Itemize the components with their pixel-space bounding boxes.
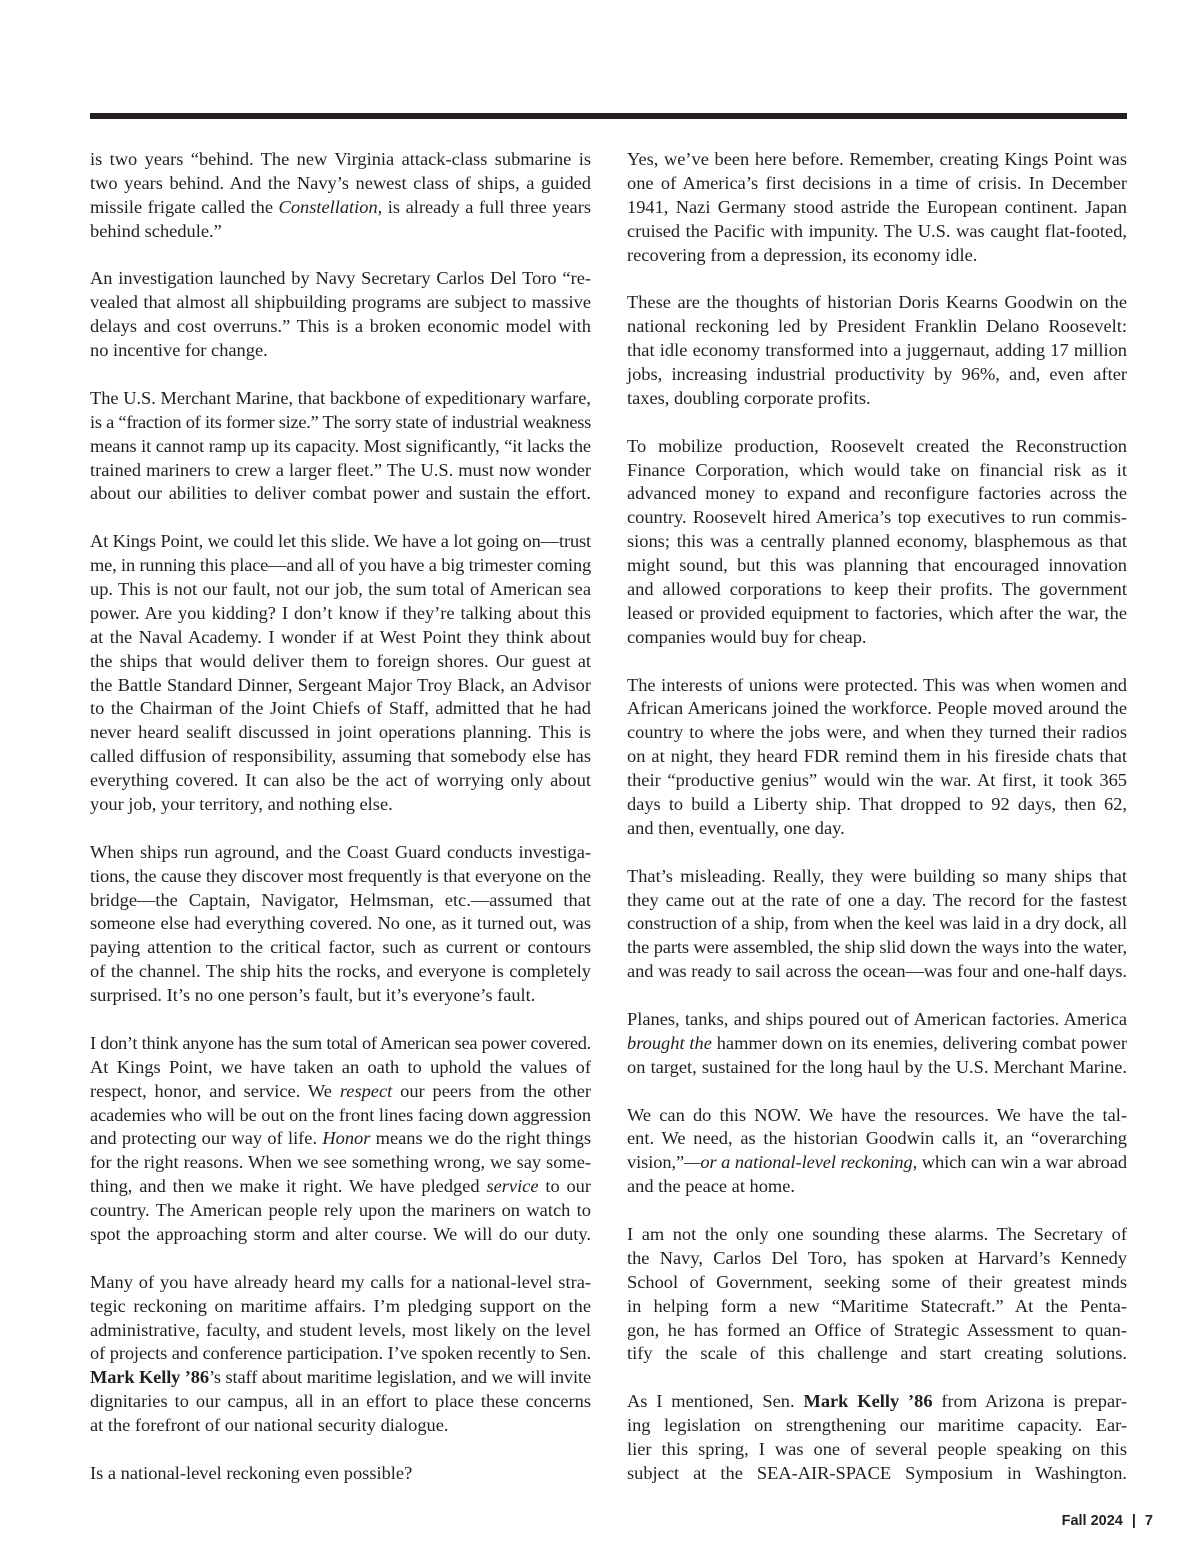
text-line: me, in running this place—and all of you have a big trimester coming: [90, 555, 591, 576]
body-paragraph: [90, 267, 591, 363]
text-line: the parts were assembled, the ship slid down the ways into the water,: [627, 937, 1127, 958]
text-line: I am not the only one sounding these alarms. The Secretary of: [627, 1223, 1127, 1244]
text-segment: , is already a full three years: [377, 196, 592, 217]
body-paragraph: [90, 1462, 591, 1486]
text-line: might sound, but this was planning that encouraged innovation: [627, 555, 1127, 576]
italic-text: Honor: [322, 1128, 371, 1149]
text-line: At Kings Point, we could let this slide. We have a lot going on—trust: [90, 531, 591, 552]
text-segment: and protecting our way of life.: [90, 1128, 323, 1149]
text-line: When ships run aground, and the Coast Guard conducts investiga-: [90, 841, 591, 862]
text-line: [90, 1175, 591, 1199]
text-line: on target, sustained for the long haul by the U.S. Merchant Marine.: [627, 1056, 1127, 1077]
text-line: is two years “behind. The new Virginia attack-class submarine is: [90, 149, 591, 169]
text-segment: As I mentioned, Sen.: [627, 1391, 804, 1412]
text-line: vealed that almost all shipbuilding programs are subject to massive: [90, 292, 591, 313]
text-segment: ’s staff about maritime legislation, and we will invite: [208, 1367, 591, 1388]
body-paragraph: [627, 865, 1127, 984]
text-line: two years behind. And the Navy’s newest class of ships, a guided: [90, 172, 591, 193]
italic-text: respect: [339, 1080, 393, 1101]
text-line: [627, 1151, 1127, 1175]
text-line: tify the scale of this challenge and start creating solutions.: [627, 1343, 1127, 1364]
text-line: means it cannot ramp up its capacity. Most significantly, “it lacks the: [90, 435, 591, 456]
text-line: on at night, they heard FDR remind them in his fireside chats that: [627, 746, 1127, 767]
text-line: subject at the SEA-AIR-SPACE Symposium in Washington.: [627, 1462, 1127, 1483]
text-line: 1941, Nazi Germany stood astride the European continent. Japan: [627, 196, 1127, 217]
text-line: bridge—the Captain, Navigator, Helmsman, etc.—assumed that: [90, 889, 591, 910]
text-line: taxes, doubling corporate profits.: [627, 387, 871, 408]
text-segment: thing, and then we make it right. We have pledged: [90, 1176, 487, 1197]
text-segment: hammer down on its enemies, delivering combat power: [711, 1032, 1127, 1053]
text-line: That’s misleading. Really, they were building so many ships that: [627, 865, 1127, 886]
text-line: the ships that would deliver them to foreign shores. Our guest at: [90, 650, 591, 671]
body-paragraph: [90, 530, 591, 817]
body-paragraph: [627, 435, 1127, 650]
text-line: at the forefront of our national security dialogue.: [90, 1415, 449, 1436]
text-line: [627, 1390, 1127, 1414]
text-line: advanced money to expand and reconfigure factories across the: [627, 483, 1127, 504]
text-line: Many of you have already heard my calls for a national-level stra-: [90, 1271, 591, 1292]
text-line: Planes, tanks, and ships poured out of American factories. America: [627, 1008, 1127, 1029]
text-line: These are the thoughts of historian Doris Kearns Goodwin on the: [627, 292, 1127, 313]
text-line: dignitaries to our campus, all in an effort to place these concerns: [90, 1391, 591, 1412]
text-line: in helping form a new “Maritime Statecraft.” At the Penta-: [627, 1295, 1127, 1316]
text-line: of projects and conference participation. I’ve spoken recently to Sen.: [90, 1343, 591, 1364]
text-line: spot the approaching storm and alter course. We will do our duty.: [90, 1224, 591, 1244]
text-line: At Kings Point, we have taken an oath to uphold the values of: [90, 1056, 591, 1077]
text-line: African Americans joined the workforce. People moved around the: [627, 698, 1127, 719]
text-line: An investigation launched by Navy Secretary Carlos Del Toro “re-: [90, 268, 591, 289]
text-line: Is a national-level reckoning even possible?: [90, 1462, 413, 1483]
bold-name: Mark Kelly ’86: [803, 1391, 933, 1412]
body-paragraph: [627, 291, 1127, 410]
text-line: [90, 196, 591, 220]
text-segment: respect, honor, and service. We: [90, 1080, 340, 1101]
text-line: companies would buy for cheap.: [627, 626, 867, 647]
top-rule: [90, 113, 1127, 119]
text-line: cruised the Pacific with impunity. The U.S. was caught flat-footed,: [627, 220, 1127, 241]
text-line: trained mariners to crew a larger fleet.” The U.S. must now wonder: [90, 459, 591, 480]
text-line: Yes, we’ve been here before. Remember, creating Kings Point was: [627, 149, 1127, 169]
text-segment: means we do the right things: [370, 1128, 591, 1149]
text-line: and allowed corporations to keep their profits. The government: [627, 579, 1127, 599]
text-line: and the peace at home.: [627, 1176, 795, 1197]
text-line: [90, 1080, 591, 1104]
text-line: and was ready to sail across the ocean—was four and one-half days.: [627, 961, 1127, 982]
text-line: ent. We need, as the historian Goodwin calls it, an “overarching: [627, 1128, 1127, 1149]
body-paragraph: [90, 387, 591, 506]
text-line: ing legislation on strengthening our maritime capacity. Ear-: [627, 1415, 1127, 1436]
text-line: never heard sealift discussed in joint operations planning. This is: [90, 722, 591, 743]
text-segment: missile frigate called the: [90, 196, 279, 217]
text-line: academies who will be out on the front lines facing down aggression: [90, 1104, 591, 1125]
text-line: for the right reasons. When we see something wrong, we say some-: [90, 1152, 591, 1173]
text-line: that idle economy transformed into a juggernaut, adding 17 million: [627, 340, 1127, 361]
body-paragraph: [90, 1271, 591, 1438]
text-line: surprised. It’s no one person’s fault, but it’s everyone’s fault.: [90, 985, 536, 1006]
text-line: your job, your territory, and nothing else.: [90, 794, 393, 814]
text-segment: our peers from the other: [392, 1080, 591, 1101]
text-line: national reckoning led by President Franklin Delano Roosevelt:: [627, 316, 1127, 337]
text-line: and then, eventually, one day.: [627, 817, 845, 838]
text-line: The U.S. Merchant Marine, that backbone of expeditionary warfare,: [90, 387, 591, 408]
text-line: recovering from a depression, its economy idle.: [627, 244, 978, 265]
text-line: delays and cost overruns.” This is a broken economic model with: [90, 316, 591, 337]
text-line: up. This is not our fault, not our job, the sum total of American sea: [90, 578, 591, 599]
italic-text: brought the: [627, 1032, 712, 1053]
text-line: gon, he has formed an Office of Strategic Assessment to quan-: [627, 1319, 1127, 1340]
text-line: Finance Corporation, which would take on financial risk as it: [627, 459, 1127, 480]
text-segment: to our: [538, 1176, 592, 1197]
text-column-left: [90, 148, 591, 1510]
text-segment: from Arizona is prepar-: [932, 1391, 1127, 1412]
body-paragraph: [627, 1223, 1127, 1366]
text-line: country to where the jobs were, and when they turned their radios: [627, 722, 1127, 743]
text-line: tions, the cause they discover most frequently is that everyone on the: [90, 865, 591, 886]
text-line: behind schedule.”: [90, 220, 222, 241]
page-number: 7: [1144, 1513, 1153, 1529]
text-line: country. Roosevelt hired America’s top executives to run commis-: [627, 507, 1127, 528]
text-line: lier this spring, I was one of several people speaking on this: [627, 1438, 1127, 1459]
text-line: School of Government, seeking some of their greatest minds: [627, 1271, 1127, 1292]
italic-text: Constellation: [278, 196, 378, 217]
text-column-right: [627, 148, 1127, 1510]
text-line: country. The American people rely upon the mariners on watch to: [90, 1200, 591, 1221]
issue-label: Fall 2024: [1061, 1513, 1123, 1529]
text-line: is a “fraction of its former size.” The sorry state of industrial weakness: [90, 411, 591, 432]
body-paragraph: [627, 148, 1127, 267]
text-line: To mobilize production, Roosevelt created the Reconstruction: [627, 435, 1127, 456]
text-line: jobs, increasing industrial productivity by 96%, and, even after: [627, 364, 1127, 384]
text-line: the Battle Standard Dinner, Sergeant Major Troy Black, an Advisor: [90, 674, 591, 695]
text-line: leased or provided equipment to factories, which after the war, the: [627, 602, 1127, 623]
text-line: administrative, faculty, and student levels, most likely on the level: [90, 1319, 591, 1340]
text-line: sions; this was a centrally planned economy, blasphemous as that: [627, 531, 1127, 552]
text-line: at the Naval Academy. I wonder if at West Point they think about: [90, 626, 591, 647]
text-line: power. Are you kidding? I don’t know if they’re talking about this: [90, 602, 591, 623]
text-segment: , which can win a war abroad: [912, 1152, 1127, 1173]
text-line: construction of a ship, from when the keel was laid in a dry dock, all: [627, 913, 1127, 934]
body-paragraph: [90, 841, 591, 1008]
body-paragraph: [627, 1008, 1127, 1080]
text-line: one of America’s first decisions in a time of crisis. In December: [627, 172, 1127, 193]
text-line: [627, 1032, 1127, 1056]
text-line: The interests of unions were protected. This was when women and: [627, 674, 1127, 695]
text-line: they came out at the rate of one a day. The record for the fastest: [627, 889, 1127, 910]
italic-text: service: [486, 1176, 539, 1197]
text-line: about our abilities to deliver combat power and sustain the effort.: [90, 483, 591, 504]
text-line: [90, 1127, 591, 1151]
text-line: no incentive for change.: [90, 340, 268, 361]
body-paragraph: [627, 674, 1127, 841]
body-paragraph: [90, 1032, 591, 1247]
text-line: their “productive genius” would win the war. At first, it took 365: [627, 770, 1127, 791]
footer-separator: |: [1131, 1513, 1136, 1529]
text-line: someone else had everything covered. No one, as it turned out, was: [90, 913, 591, 934]
text-line: the Navy, Carlos Del Toro, has spoken at Harvard’s Kennedy: [627, 1247, 1127, 1268]
body-paragraph: [90, 148, 591, 244]
page-footer: [1062, 1511, 1153, 1531]
text-line: tegic reckoning on maritime affairs. I’m pledging support on the: [90, 1295, 591, 1316]
text-line: [90, 1366, 591, 1390]
text-line: We can do this NOW. We have the resources. We have the tal-: [627, 1104, 1127, 1125]
text-line: called diffusion of responsibility, assuming that somebody else has: [90, 746, 591, 767]
body-paragraph: [627, 1104, 1127, 1200]
body-paragraph: [627, 1390, 1127, 1486]
text-line: days to build a Liberty ship. That dropped to 92 days, then 62,: [627, 794, 1127, 814]
text-line: everything covered. It can also be the act of worrying only about: [90, 770, 591, 791]
text-line: I don’t think anyone has the sum total of American sea power covered.: [90, 1032, 591, 1053]
text-line: to the Chairman of the Joint Chiefs of Staff, admitted that he had: [90, 698, 591, 719]
bold-name: Mark Kelly ’86: [90, 1367, 209, 1388]
text-line: paying attention to the critical factor, such as current or contours: [90, 937, 591, 958]
text-segment: vision,”: [627, 1152, 685, 1173]
text-line: of the channel. The ship hits the rocks, and everyone is completely: [90, 961, 591, 982]
italic-text: —or a national-level reckoning: [684, 1152, 913, 1173]
